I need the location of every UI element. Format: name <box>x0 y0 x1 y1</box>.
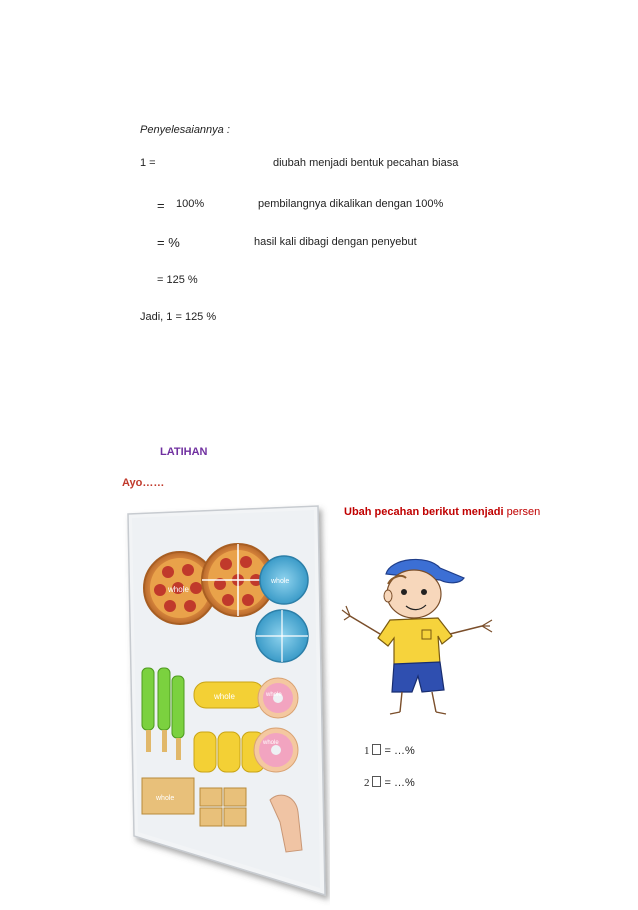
conclusion: Jadi, 1 = 125 % <box>140 311 217 323</box>
row2-note: pembilangnya dikalikan dengan 100% <box>258 198 444 210</box>
ayo-prompt: Ayo…… <box>122 477 165 489</box>
q1-number: 1 <box>364 745 370 757</box>
donut-1 <box>258 678 298 718</box>
board-label-1: whole <box>168 585 189 594</box>
row3-left: = % <box>157 235 180 250</box>
popsicles <box>142 668 184 760</box>
board-label-2: whole <box>271 578 290 585</box>
q2-answer: = …% <box>381 777 415 789</box>
row1-note: diubah menjadi bentuk pecahan biasa <box>273 157 459 169</box>
row1-left: 1 = <box>140 157 156 169</box>
board-label-6: whole <box>156 795 175 802</box>
q2-number: 2 <box>364 777 370 789</box>
corn-pieces <box>194 732 264 772</box>
question-2 <box>364 776 415 789</box>
task-bold: Ubah pecahan berikut menjadi <box>344 506 504 518</box>
task-word: persen <box>506 506 541 518</box>
corn-whole <box>194 682 264 708</box>
board-label-3: whole <box>214 692 235 701</box>
q1-answer: = …% <box>381 745 415 757</box>
row2-left: = <box>157 198 165 213</box>
blue-circle-1 <box>260 556 308 604</box>
row3-note: hasil kali dibagi dengan penyebut <box>254 236 417 248</box>
blue-circle-2 <box>256 610 308 662</box>
board-label-4: whole <box>266 692 282 698</box>
fraction-board-image <box>120 500 330 910</box>
donut-2 <box>254 728 298 772</box>
q1-glyph <box>372 744 381 755</box>
latihan-heading: LATIHAN <box>160 446 208 458</box>
q2-glyph <box>372 776 381 787</box>
row2-mid: 100% <box>176 198 205 210</box>
question-1 <box>364 744 415 757</box>
solution-heading: Penyelesaiannya : <box>140 124 230 136</box>
child-drawing-image <box>336 554 500 724</box>
board-label-5: whole <box>263 740 279 746</box>
row4-left: = 125 % <box>157 274 198 286</box>
task-instruction <box>344 506 540 518</box>
